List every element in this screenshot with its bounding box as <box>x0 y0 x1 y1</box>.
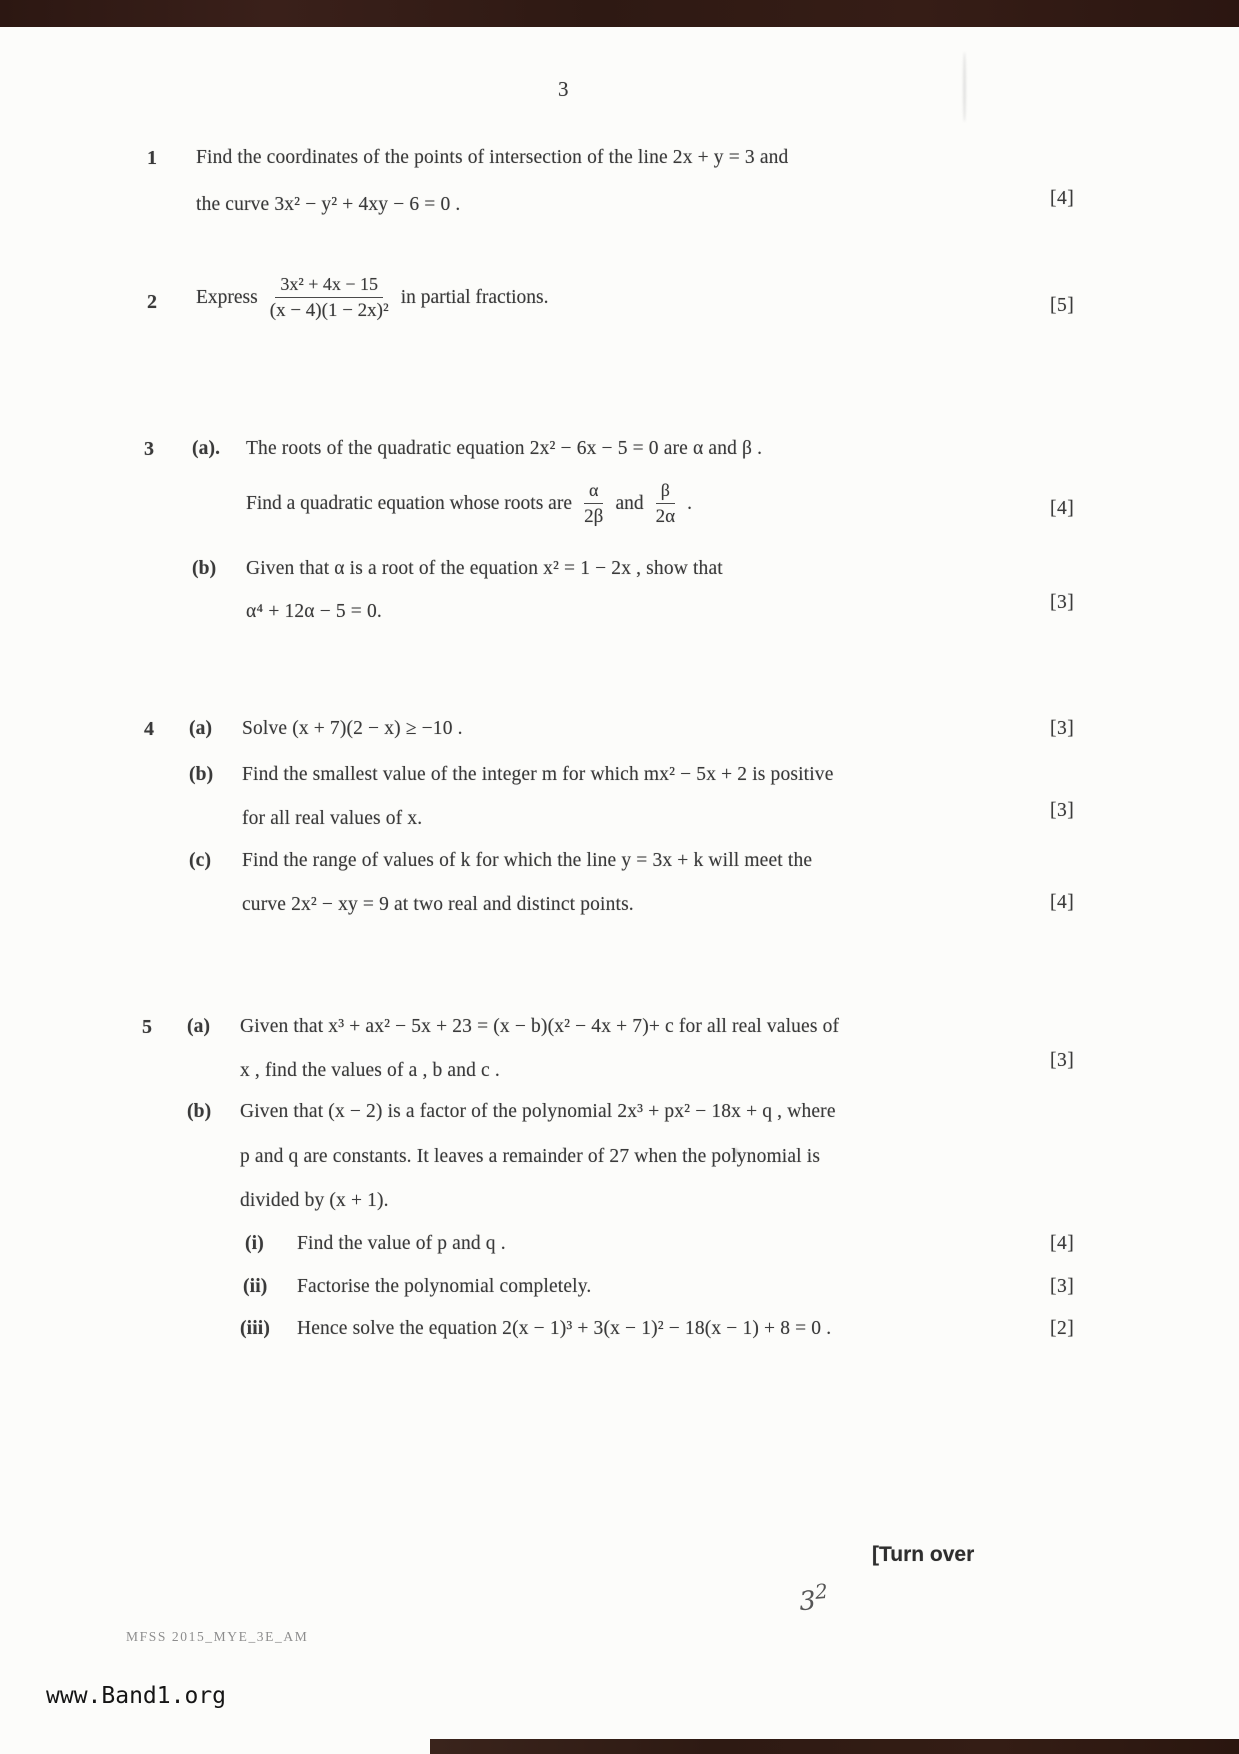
question-4c-marks: [4] <box>1050 892 1075 913</box>
question-5b-line-1: Given that (x − 2) is a factor of the polynomial 2x³ + px² − 18x + q , where <box>240 1101 836 1122</box>
question-5a-line-1: Given that x³ + ax² − 5x + 23 = (x − b)(x² − 4x + 7)+ c for all real values of <box>240 1016 840 1037</box>
fraction-numerator: 3x² + 4x − 15 <box>275 274 383 298</box>
question-2-marks: [5] <box>1050 295 1075 316</box>
question-3b-line-1: Given that α is a root of the equation x² = 1 − 2x , show that <box>246 558 723 579</box>
question-3a-period: . <box>687 493 692 514</box>
question-5b-line-2: p and q are constants. It leaves a remainder of 27 when the polynomial is <box>240 1146 821 1167</box>
question-5biii-text: Hence solve the equation 2(x − 1)³ + 3(x − 1)² − 18(x − 1) + 8 = 0 . <box>297 1318 832 1339</box>
question-5a-marks: [3] <box>1050 1050 1075 1071</box>
question-5bii-text: Factorise the polynomial completely. <box>297 1276 592 1297</box>
question-5bii-label: (ii) <box>243 1276 268 1297</box>
question-4b-marks: [3] <box>1050 800 1075 821</box>
question-1-line-2: the curve 3x² − y² + 4xy − 6 = 0 . <box>196 194 461 215</box>
question-3a-find-prefix: Find a quadratic equation whose roots are <box>246 493 572 514</box>
question-2-suffix: in partial fractions. <box>400 287 549 308</box>
question-5a-label: (a) <box>187 1016 211 1037</box>
handwritten-digit-superscript: 2 <box>813 1578 829 1604</box>
question-1-line-1: Find the coordinates of the points of intersection of the line 2x + y = 3 and <box>196 147 789 168</box>
question-4-number: 4 <box>144 718 155 740</box>
question-4c-line-2: curve 2x² − xy = 9 at two real and distinct points. <box>242 894 634 915</box>
question-3b-marks: [3] <box>1050 592 1075 613</box>
question-5biii-label: (iii) <box>240 1318 270 1339</box>
question-5bi-marks: [4] <box>1050 1233 1075 1254</box>
question-3b-label: (b) <box>192 558 217 579</box>
question-4a-text: Solve (x + 7)(2 − x) ≥ −10 . <box>242 718 463 739</box>
question-2-body <box>196 260 549 336</box>
question-5bii-marks: [3] <box>1050 1276 1075 1297</box>
fraction-denominator: (x − 4)(1 − 2x)² <box>269 299 389 321</box>
question-3a-line-2 <box>246 474 692 534</box>
question-5-number: 5 <box>142 1016 153 1038</box>
fraction-numerator: α <box>584 480 603 504</box>
question-4b-label: (b) <box>189 764 214 785</box>
question-4c-label: (c) <box>189 850 212 871</box>
paper-code: MFSS 2015_MYE_3E_AM <box>126 1629 309 1644</box>
fraction-numerator: β <box>656 480 675 504</box>
question-2-prefix: Express <box>196 287 258 308</box>
question-4c-line-1: Find the range of values of k for which the line y = 3x + k will meet the <box>242 850 813 871</box>
question-1-marks: [4] <box>1050 188 1075 209</box>
handwritten-mark <box>797 1579 829 1617</box>
question-3b-line-2: α⁴ + 12α − 5 = 0. <box>246 601 382 622</box>
question-3a-marks: [4] <box>1050 498 1075 519</box>
question-3a-and: and <box>615 493 644 514</box>
question-5bi-label: (i) <box>245 1233 264 1254</box>
question-3-number: 3 <box>144 438 155 460</box>
question-5b-label: (b) <box>187 1101 212 1122</box>
question-4b-line-1: Find the smallest value of the integer m for which mx² − 5x + 2 is positive <box>242 764 834 785</box>
question-4b-line-2: for all real values of x. <box>242 808 423 829</box>
question-5b-line-3: divided by (x + 1). <box>240 1190 389 1211</box>
question-3a-label: (a). <box>192 438 221 459</box>
question-2-number: 2 <box>147 291 158 313</box>
watermark-url: www.Band1.org <box>46 1683 227 1709</box>
fraction-denominator: 2β <box>584 505 604 527</box>
turn-over-label: [Turn over <box>872 1543 975 1566</box>
question-3a-fraction-1 <box>584 480 603 528</box>
question-2-fraction <box>270 274 389 322</box>
question-1-number: 1 <box>147 147 158 169</box>
question-4a-marks: [3] <box>1050 718 1075 739</box>
question-5biii-marks: [2] <box>1050 1318 1075 1339</box>
question-3a-fraction-2 <box>656 480 675 528</box>
fraction-denominator: 2α <box>655 505 676 527</box>
question-5a-line-2: x , find the values of a , b and c . <box>240 1060 500 1081</box>
question-3a-line-1: The roots of the quadratic equation 2x² − 6x − 5 = 0 are α and β . <box>246 438 763 459</box>
handwritten-digit: 3 <box>798 1585 818 1618</box>
page-number: 3 <box>558 77 569 101</box>
question-5bi-text: Find the value of p and q . <box>297 1233 506 1254</box>
question-4a-label: (a) <box>189 718 213 739</box>
